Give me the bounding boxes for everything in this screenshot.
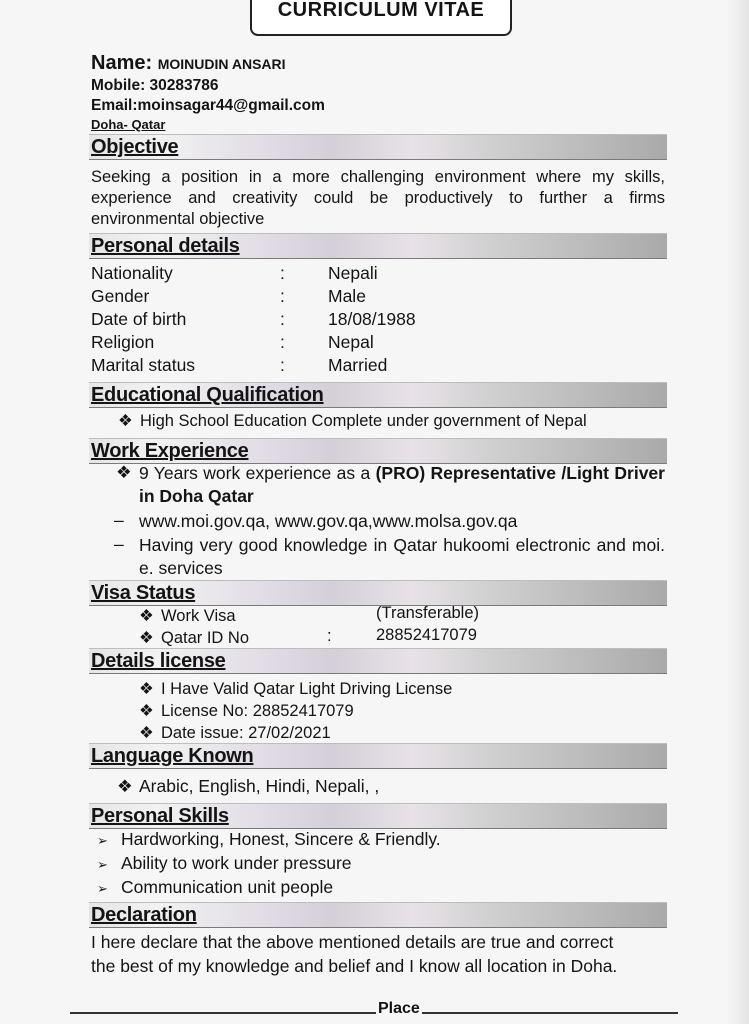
section-declaration-heading bbox=[89, 902, 667, 928]
arrow-bullet-icon: ➢ bbox=[97, 833, 108, 848]
section-skills-heading bbox=[89, 803, 667, 829]
heading-text: Educational Qualification bbox=[91, 384, 324, 406]
personal-row bbox=[91, 286, 651, 309]
personal-row bbox=[91, 309, 651, 332]
page-edge-shadow bbox=[727, 0, 749, 1024]
location-line: Doha- Qatar bbox=[91, 117, 166, 132]
skill-item bbox=[97, 829, 441, 850]
dash-bullet-icon: – bbox=[114, 534, 124, 554]
row-sep: : bbox=[280, 286, 285, 306]
education-item bbox=[118, 411, 587, 431]
heading-text: Personal Skills bbox=[91, 805, 229, 827]
bottom-rule bbox=[70, 1012, 678, 1014]
name-label: Name: bbox=[91, 52, 153, 74]
section-objective-heading bbox=[89, 134, 667, 160]
license-item bbox=[139, 723, 331, 743]
heading-text: Work Experience bbox=[91, 440, 249, 462]
item-text: Ability to work under pressure bbox=[121, 853, 352, 873]
name-value: MOINUDIN ANSARI bbox=[157, 56, 286, 72]
work-main-item bbox=[139, 462, 665, 508]
item-text: Communication unit people bbox=[121, 877, 334, 897]
email-line: Email:moinsagar44@gmail.com bbox=[91, 97, 325, 114]
diamond-bullet-icon: ❖ bbox=[139, 724, 154, 742]
diamond-bullet-icon: ❖ bbox=[139, 629, 154, 647]
item-text: Date issue: 27/02/2021 bbox=[161, 724, 331, 742]
personal-row bbox=[91, 332, 651, 355]
work-knowledge: Having very good knowledge in Qatar hukoomi electronic and moi. e. services bbox=[139, 535, 665, 578]
heading-text: Personal details bbox=[91, 235, 240, 257]
work-main-text: 9 Years work experience as a bbox=[139, 463, 376, 483]
objective-text: Seeking a position in a more challenging environment where my skills, experience and creativity could be productively to further a firms environmental objective bbox=[91, 168, 665, 228]
work-websites: www.moi.gov.qa, www.gov.qa,www.molsa.gov.qa bbox=[139, 511, 518, 531]
declaration-text: I here declare that the above mentioned details are true and correct the best of my knowledge and belief and I know all location in Doha. bbox=[91, 932, 618, 976]
diamond-bullet-icon: ❖ bbox=[117, 776, 133, 796]
diamond-bullet-icon: ❖ bbox=[139, 607, 154, 625]
language-item bbox=[117, 776, 379, 797]
section-personal-heading bbox=[89, 233, 667, 259]
diamond-bullet-icon: ❖ bbox=[118, 412, 133, 430]
personal-row bbox=[91, 263, 651, 286]
visa-sep: : bbox=[327, 627, 332, 645]
heading-text: Language Known bbox=[91, 745, 254, 767]
section-visa-heading bbox=[89, 580, 667, 606]
license-item bbox=[139, 679, 452, 699]
item-text: License No: 28852417079 bbox=[161, 702, 354, 720]
row-value: Nepali bbox=[328, 263, 378, 283]
visa-label: Qatar ID No bbox=[161, 629, 250, 647]
row-value: Nepal bbox=[328, 332, 374, 352]
visa-value: (Transferable) bbox=[376, 604, 480, 622]
item-text: Hardworking, Honest, Sincere & Friendly. bbox=[121, 829, 441, 849]
work-bullet: ❖ bbox=[116, 462, 132, 482]
arrow-bullet-icon: ➢ bbox=[97, 857, 108, 872]
row-label: Marital status bbox=[91, 355, 196, 375]
row-label: Nationality bbox=[91, 263, 173, 283]
section-language-heading bbox=[89, 743, 667, 769]
row-value: Male bbox=[328, 286, 366, 306]
item-text: Arabic, English, Hindi, Nepali, , bbox=[139, 776, 380, 796]
section-license-heading bbox=[89, 648, 667, 674]
mobile-line: Mobile: 30283786 bbox=[91, 77, 219, 94]
skill-item bbox=[97, 853, 352, 874]
license-item bbox=[139, 701, 354, 721]
visa-row bbox=[139, 606, 236, 626]
visa-row bbox=[139, 628, 249, 648]
heading-text: Visa Status bbox=[91, 582, 196, 604]
heading-text: Objective bbox=[91, 136, 179, 158]
row-label: Date of birth bbox=[91, 309, 187, 329]
visa-value: 28852417079 bbox=[376, 626, 477, 644]
visa-label: Work Visa bbox=[161, 607, 236, 625]
diamond-bullet-icon: ❖ bbox=[139, 680, 154, 698]
heading-text: Details license bbox=[91, 650, 226, 672]
row-sep: : bbox=[280, 355, 285, 375]
row-value: Married bbox=[328, 355, 388, 375]
cv-title: CURRICULUM VITAE bbox=[250, 0, 512, 36]
row-sep: : bbox=[280, 263, 285, 283]
skill-item bbox=[97, 877, 333, 898]
dash-bullet-icon: – bbox=[114, 510, 124, 530]
diamond-bullet-icon: ❖ bbox=[139, 702, 154, 720]
item-text: High School Education Complete under government of Nepal bbox=[140, 412, 587, 430]
heading-text: Declaration bbox=[91, 904, 197, 926]
name-line bbox=[91, 52, 286, 75]
row-label: Gender bbox=[91, 286, 150, 306]
personal-row bbox=[91, 355, 651, 378]
section-education-heading bbox=[89, 382, 667, 408]
section-work-heading bbox=[89, 438, 667, 464]
work-main-bold: (PRO) Representative /Light Driver in Doha Qatar bbox=[139, 463, 665, 506]
arrow-bullet-icon: ➢ bbox=[97, 881, 108, 896]
row-sep: : bbox=[280, 309, 285, 329]
item-text: I Have Valid Qatar Light Driving License bbox=[161, 680, 453, 698]
row-sep: : bbox=[280, 332, 285, 352]
row-value: 18/08/1988 bbox=[328, 309, 416, 329]
place-label: Place bbox=[378, 1000, 420, 1017]
row-label: Religion bbox=[91, 332, 155, 352]
